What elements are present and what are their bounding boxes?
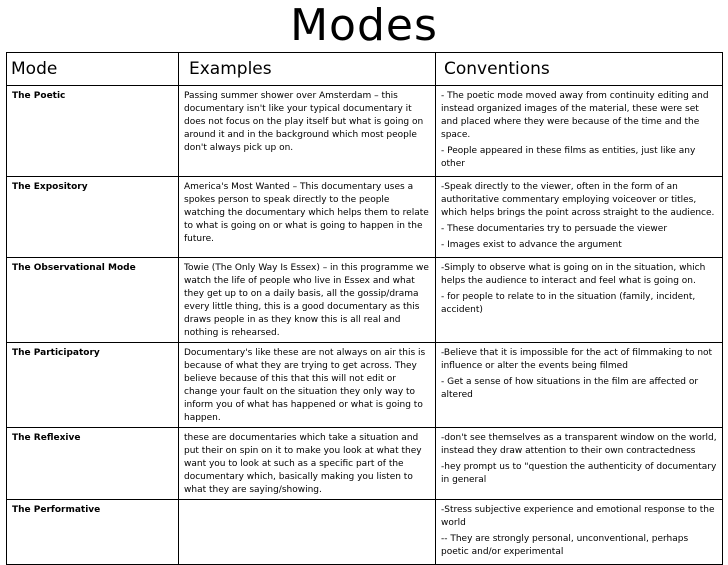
- example-cell: these are documentaries which take a situation and put their on spin on it to make you look at what they want you to look at such as a specific part of the documentary which, basically making you listen to what they are saying/showing.: [179, 428, 436, 500]
- convention-line: -Simply to observe what is going on in the situation, which helps the audience to interact and feel what is going on.: [441, 263, 706, 286]
- mode-cell: The Expository: [7, 177, 179, 258]
- example-cell: Passing summer shower over Amsterdam – this documentary isn't like your typical documentary it does not focus on the play itself but what is going on around it and in the background which most people don't always pick up on.: [179, 86, 436, 177]
- convention-line: -Stress subjective experience and emotional response to the world: [441, 505, 715, 528]
- conventions-cell: [436, 428, 723, 500]
- mode-cell: The Poetic: [7, 86, 179, 177]
- convention-line: - Images exist to advance the argument: [441, 240, 622, 250]
- convention-line: -- They are strongly personal, unconventional, perhaps poetic and/or experimental: [441, 534, 689, 557]
- header-examples: Examples: [179, 53, 436, 86]
- header-conventions: Conventions: [436, 53, 723, 86]
- example-cell: Documentary's like these are not always on air this is because of what they are trying to get across. They believe because of this that this will not edit or change your fault on the situation they only way to inform you of what has happened or what is going to happen.: [179, 343, 436, 428]
- conventions-cell: [436, 258, 723, 343]
- table-row: [7, 343, 723, 428]
- convention-line: - People appeared in these films as entities, just like any other: [441, 146, 696, 169]
- mode-cell: The Participatory: [7, 343, 179, 428]
- convention-line: - for people to relate to in the situation (family, incident, accident): [441, 292, 696, 315]
- header-mode: Mode: [7, 53, 179, 86]
- convention-line: -Believe that it is impossible for the act of filmmaking to not influence or alter the events being filmed: [441, 348, 713, 371]
- modes-table: [6, 52, 723, 565]
- table-row: [7, 258, 723, 343]
- table-row: [7, 86, 723, 177]
- example-cell: [179, 500, 436, 565]
- example-cell: Towie (The Only Way Is Essex) – in this programme we watch the life of people who live in Essex and what they get up to on a daily basis, all the gossip/drama every little thing, this is a good documentary as this draws people in as they know this is all real and nothing is rehearsed.: [179, 258, 436, 343]
- mode-cell: The Performative: [7, 500, 179, 565]
- convention-line: -Speak directly to the viewer, often in the form of an authoritative commentary employing voiceover or titles, which helps brings the point across straight to the audience.: [441, 182, 715, 218]
- convention-line: -don't see themselves as a transparent window on the world, instead they draw attention to their own contractedness: [441, 433, 717, 456]
- conventions-cell: [436, 86, 723, 177]
- mode-cell: The Reflexive: [7, 428, 179, 500]
- page-title: Modes: [290, 0, 438, 51]
- conventions-cell: [436, 500, 723, 565]
- table-row: [7, 428, 723, 500]
- mode-cell: The Observational Mode: [7, 258, 179, 343]
- convention-line: - Get a sense of how situations in the film are affected or altered: [441, 377, 699, 400]
- convention-line: - The poetic mode moved away from continuity editing and instead organized images of the material, these were set and placed where they were because of the time and the space.: [441, 91, 709, 140]
- convention-line: -hey prompt us to "question the authenticity of documentary in general: [441, 462, 717, 485]
- table-header-row: [7, 53, 723, 86]
- table-row: [7, 500, 723, 565]
- convention-line: - These documentaries try to persuade the viewer: [441, 224, 668, 234]
- example-cell: America's Most Wanted – This documentary uses a spokes person to speak directly to the people watching the documentary which helps them to relate to what is going on or what is going to happen in the future.: [179, 177, 436, 258]
- table-row: [7, 177, 723, 258]
- conventions-cell: [436, 343, 723, 428]
- conventions-cell: [436, 177, 723, 258]
